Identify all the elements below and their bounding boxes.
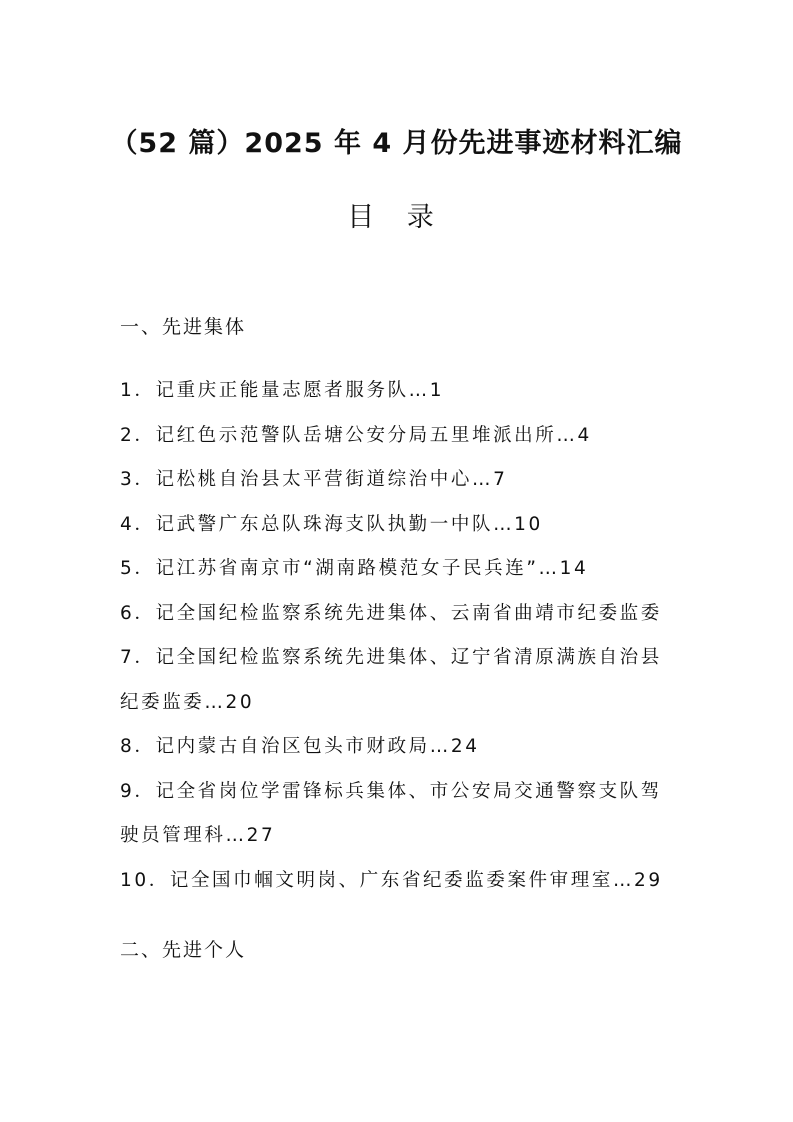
toc-item bbox=[120, 547, 680, 592]
toc-item-text: 1．记重庆正能量志愿者服务队…1 bbox=[120, 380, 445, 401]
toc-list bbox=[120, 369, 680, 903]
toc-item bbox=[120, 770, 680, 859]
toc-item-text: 4．记武警广东总队珠海支队执勤一中队…10 bbox=[120, 513, 543, 535]
toc-heading: 目 录 bbox=[347, 202, 446, 233]
document-title: （52 篇）2025 年 4 月份先进事迹材料汇编 bbox=[110, 128, 683, 159]
toc-item bbox=[120, 503, 680, 548]
toc-item-text: 6．记全国纪检监察系统先进集体、云南省曲靖市纪委监委 bbox=[120, 602, 662, 624]
toc-item bbox=[120, 458, 680, 503]
toc-item bbox=[120, 369, 680, 414]
toc-item-text: 7．记全国纪检监察系统先进集体、辽宁省清原满族自治县 bbox=[120, 647, 662, 668]
toc-item-text: 10．记全国巾帼文明岗、广东省纪委监委案件审理室…29 bbox=[120, 869, 663, 891]
section-heading-collectives: 一、先进集体 bbox=[120, 316, 247, 338]
toc-item-text: 8．记内蒙古自治区包头市财政局…24 bbox=[120, 736, 480, 757]
toc-item bbox=[120, 636, 680, 725]
toc-item bbox=[120, 414, 680, 459]
toc-item-continuation: 驶员管理科…27 bbox=[120, 825, 276, 846]
toc-item bbox=[120, 725, 680, 770]
toc-item bbox=[120, 592, 680, 637]
toc-item-text: 3．记松桃自治县太平营街道综治中心…7 bbox=[120, 469, 508, 490]
section-heading-individuals: 二、先进个人 bbox=[120, 939, 247, 961]
toc-item-continuation: 纪委监委…20 bbox=[120, 691, 255, 713]
toc-item-text: 2．记红色示范警队岳塘公安分局五里堆派出所…4 bbox=[120, 424, 592, 446]
toc-item-text: 5．记江苏省南京市“湖南路模范女子民兵连”…14 bbox=[120, 558, 589, 579]
toc-item-text: 9．记全省岗位学雷锋标兵集体、市公安局交通警察支队驾 bbox=[120, 780, 662, 802]
toc-item bbox=[120, 859, 680, 904]
